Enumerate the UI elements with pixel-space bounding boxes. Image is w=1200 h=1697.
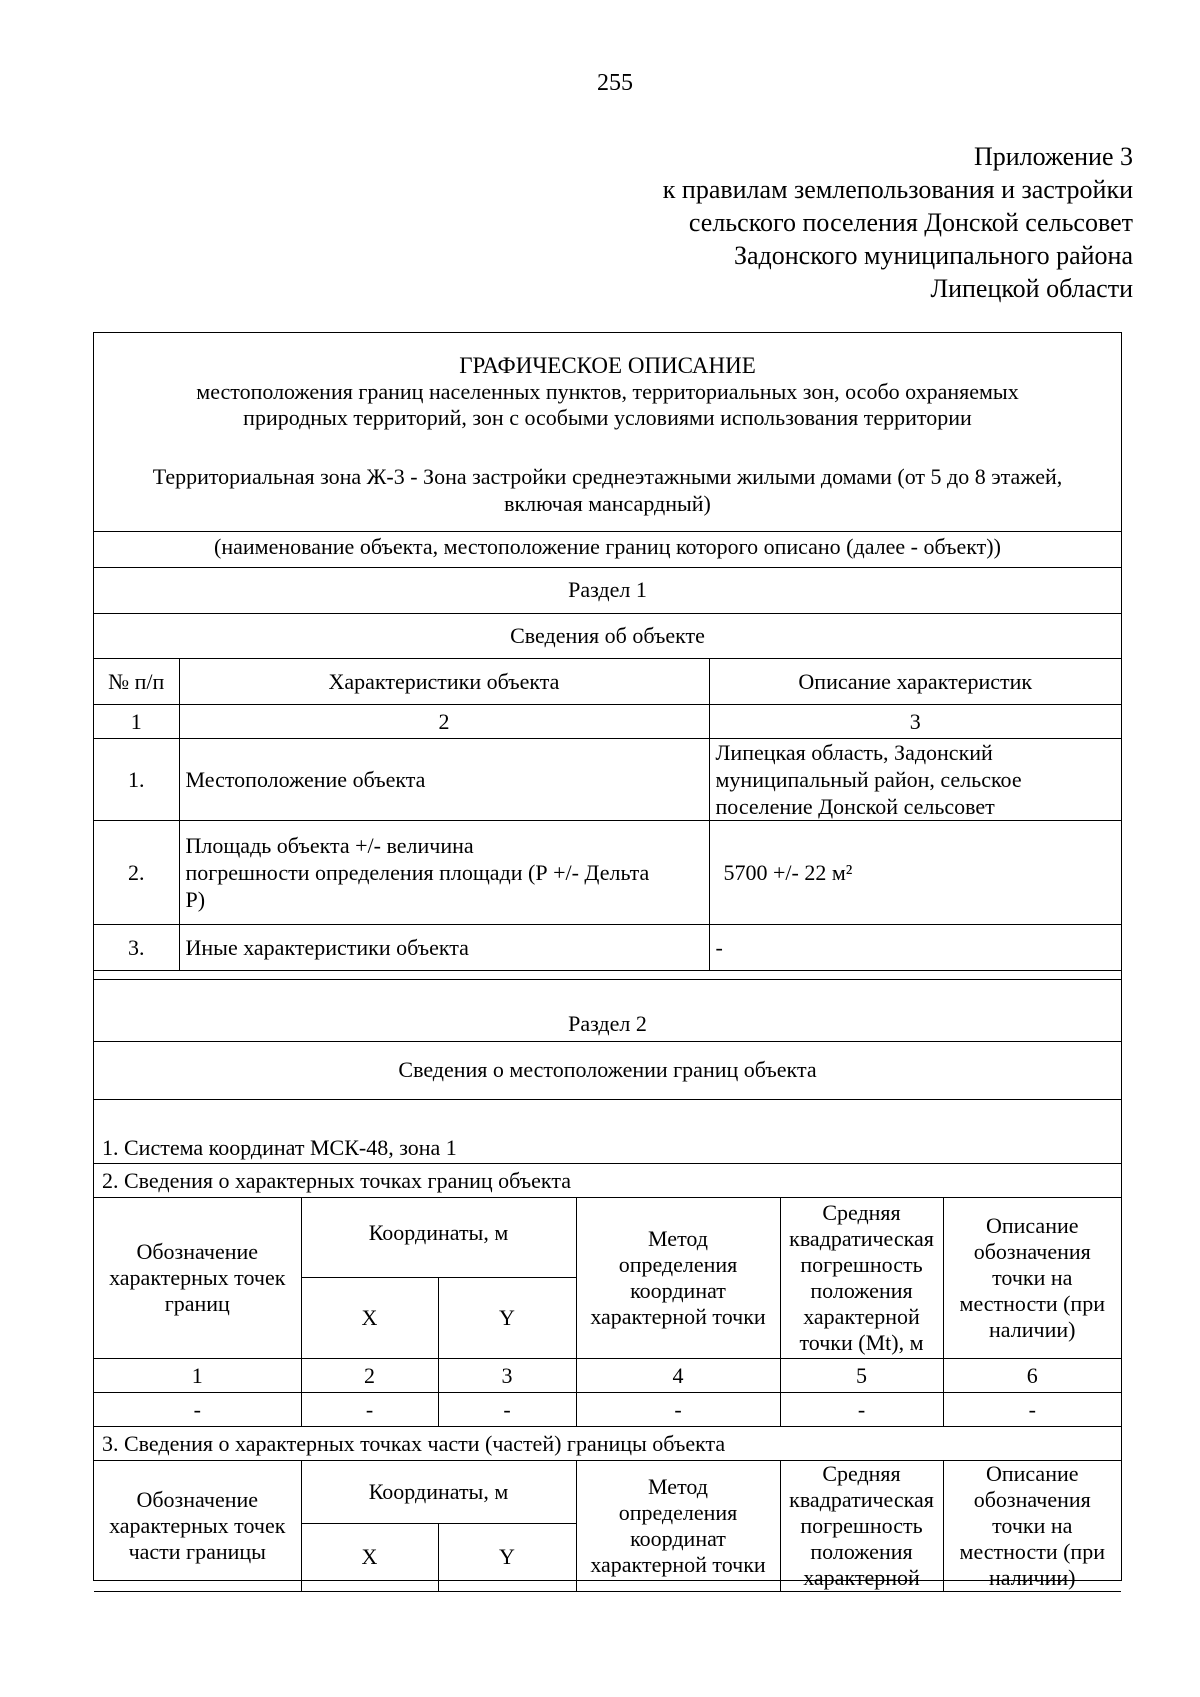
header-line: наличии) (989, 1317, 1076, 1342)
header-line: Обозначение (136, 1487, 259, 1512)
col-header-description: Описание характеристик (709, 659, 1121, 705)
col-header-number: № п/п (94, 659, 179, 705)
col-header-characteristics: Характеристики объекта (179, 659, 709, 705)
table-row (94, 821, 1121, 925)
boundary-points-table (94, 1197, 1121, 1427)
col-header-y: Y (438, 1523, 576, 1591)
value-line: поселение Донской сельсовет (715, 794, 995, 819)
row-characteristic: Иные характеристики объекта (179, 925, 709, 971)
value-line: Липецкая область, Задонский (715, 740, 993, 765)
col-number: 3 (709, 705, 1121, 739)
header-line: точки (Mt), м (799, 1330, 924, 1355)
header-line: квадратическая (789, 1226, 934, 1251)
characteristic-line: Р) (185, 887, 206, 912)
header-line: определения (618, 1252, 738, 1277)
header-line: Средняя (822, 1200, 901, 1225)
document-frame (93, 332, 1122, 1590)
header-line: точки на (992, 1265, 1073, 1290)
empty-cell: - (438, 1393, 576, 1427)
empty-cell: - (94, 1393, 301, 1427)
table-column-number-row (94, 1359, 1121, 1393)
table-header-row (94, 659, 1121, 705)
header-line: квадратическая (789, 1487, 934, 1512)
section2-subtitle: Сведения о местоположении границ объекта (94, 1041, 1121, 1099)
row-characteristic (179, 821, 709, 925)
header-line: характерных точек (109, 1265, 286, 1290)
zone-name (94, 463, 1121, 517)
document-title-block (94, 353, 1121, 431)
document-title: ГРАФИЧЕСКОЕ ОПИСАНИЕ (459, 353, 756, 378)
part-boundary-points-table (94, 1460, 1121, 1592)
row-number: 2. (94, 821, 179, 925)
header-line: Метод (648, 1474, 708, 1499)
header-line: обозначения (973, 1487, 1091, 1512)
object-caption: (наименование объекта, местоположение границ которого описано (далее - объект)) (94, 531, 1121, 567)
col-header-coordinates: Координаты, м (301, 1198, 576, 1278)
row-value: 5700 +/- 22 м² (709, 821, 1121, 925)
header-line: определения (618, 1500, 738, 1525)
header-line: Описание (985, 1213, 1079, 1238)
empty-cell: - (301, 1393, 438, 1427)
header-line: характерных точек (109, 1513, 286, 1538)
value-line: муниципальный район, сельское (715, 767, 1022, 792)
header-line: характерной (803, 1565, 920, 1590)
header-line: координат (630, 1526, 726, 1551)
col-header-method (576, 1461, 780, 1592)
table-row (94, 1393, 1121, 1427)
table-column-number-row (94, 705, 1121, 739)
table-header-row (94, 1198, 1121, 1278)
appendix-line: Приложение 3 (973, 142, 1133, 171)
header-line: положения (810, 1278, 913, 1303)
header-line: погрешность (800, 1513, 923, 1538)
row-value (709, 739, 1121, 821)
characteristic-line: погрешности определения площади (Р +/- Дельта (185, 860, 650, 885)
header-line: Средняя (822, 1461, 901, 1486)
appendix-caption (663, 140, 1133, 305)
zone-line: включая мансардный) (504, 491, 711, 516)
coordinate-system: 1. Система координат МСК-48, зона 1 (94, 1099, 1121, 1163)
appendix-line: Задонского муниципального района (733, 241, 1133, 270)
header-line: погрешность (800, 1252, 923, 1277)
part-points-section-title: 3. Сведения о характерных точках части (частей) границы объекта (94, 1426, 1121, 1460)
header-line: характерной точки (590, 1552, 766, 1577)
header-line: характерной (803, 1304, 920, 1329)
col-number: 2 (179, 705, 709, 739)
document-subtitle: местоположения границ населенных пунктов, территориальных зон, особо охраняемых (196, 379, 1019, 404)
row-value: - (709, 925, 1121, 971)
header-line: Метод (648, 1226, 708, 1251)
col-header-y: Y (438, 1278, 576, 1359)
row-characteristic: Местоположение объекта (179, 739, 709, 821)
col-number: 4 (576, 1359, 780, 1393)
col-header-x: X (301, 1278, 438, 1359)
header-line: положения (810, 1539, 913, 1564)
empty-cell: - (576, 1393, 780, 1427)
header-line: точки на (992, 1513, 1073, 1538)
col-header-error (780, 1461, 943, 1592)
col-header-point-description (943, 1461, 1121, 1592)
col-number: 1 (94, 705, 179, 739)
header-line: Описание (985, 1461, 1079, 1486)
appendix-line: к правилам землепользования и застройки (662, 175, 1133, 204)
header-line: характерной точки (590, 1304, 766, 1329)
table-header-row (94, 1461, 1121, 1524)
row-number: 3. (94, 925, 179, 971)
section2-title: Раздел 2 (94, 979, 1121, 1041)
col-header-method (576, 1198, 780, 1359)
table-row (94, 925, 1121, 971)
col-header-error (780, 1198, 943, 1359)
object-info-table (94, 658, 1121, 971)
col-number: 2 (301, 1359, 438, 1393)
appendix-line: Липецкой области (930, 274, 1133, 303)
col-header-x: X (301, 1523, 438, 1591)
zone-line: Территориальная зона Ж-3 - Зона застройки среднеэтажными жилыми домами (от 5 до 8 этажей, (152, 464, 1063, 489)
header-line: наличии) (989, 1565, 1076, 1590)
col-number: 3 (438, 1359, 576, 1393)
table-row (94, 739, 1121, 821)
col-header-point-designation (94, 1198, 301, 1359)
header-line: границ (164, 1291, 230, 1316)
empty-cell: - (780, 1393, 943, 1427)
col-number: 1 (94, 1359, 301, 1393)
points-section-title: 2. Сведения о характерных точках границ объекта (94, 1163, 1121, 1197)
section1-title: Раздел 1 (94, 567, 1121, 613)
header-line: обозначения (973, 1239, 1091, 1264)
col-header-point-description (943, 1198, 1121, 1359)
characteristic-line: Площадь объекта +/- величина (185, 833, 474, 858)
header-line: местности (при (959, 1291, 1105, 1316)
col-header-coordinates: Координаты, м (301, 1461, 576, 1524)
header-line: Обозначение (136, 1239, 259, 1264)
col-number: 6 (943, 1359, 1121, 1393)
header-line: местности (при (959, 1539, 1105, 1564)
row-number: 1. (94, 739, 179, 821)
header-line: координат (630, 1278, 726, 1303)
page-number: 255 (597, 70, 633, 96)
section1-subtitle: Сведения об объекте (94, 613, 1121, 659)
header-line: части границы (128, 1539, 266, 1564)
col-number: 5 (780, 1359, 943, 1393)
appendix-line: сельского поселения Донской сельсовет (688, 208, 1133, 237)
empty-cell: - (943, 1393, 1121, 1427)
col-header-point-designation (94, 1461, 301, 1592)
document-subtitle: природных территорий, зон с особыми условиями использования территории (243, 405, 972, 430)
